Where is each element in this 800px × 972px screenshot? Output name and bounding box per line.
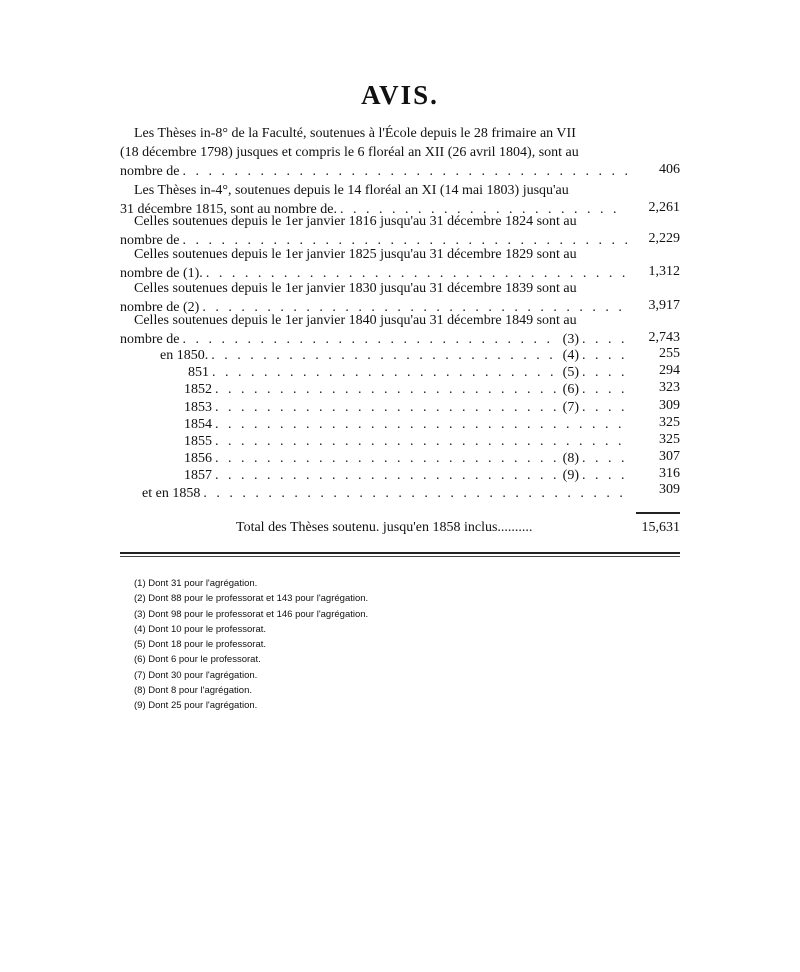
- count-value: 325: [659, 432, 680, 447]
- count-value: 3,917: [648, 298, 680, 313]
- year-row: [184, 380, 630, 399]
- dot-leader: [582, 466, 630, 485]
- leader-label: nombre de (1).: [120, 266, 203, 281]
- sum-rule: [636, 512, 680, 514]
- count-value: 323: [659, 380, 680, 395]
- paragraph-line: Celles soutenues depuis le 1er janvier 1840 jusqu'au 31 décembre 1849 sont au: [134, 313, 577, 328]
- page-title: AVIS.: [361, 80, 439, 110]
- footnote: (4) Dont 10 pour le professorat.: [134, 623, 267, 635]
- dot-leader: [182, 162, 627, 181]
- total-value: 15,631: [641, 520, 680, 535]
- paragraph-4: [120, 245, 630, 283]
- footnotes: [134, 576, 368, 714]
- year-label: 851: [188, 365, 209, 380]
- count-value: 309: [659, 482, 680, 497]
- footnote-ref: (7): [562, 400, 579, 415]
- year-label: 1857: [184, 468, 212, 483]
- count-value: 307: [659, 449, 680, 464]
- footnote: (8) Dont 8 pour l'agrégation.: [134, 685, 252, 697]
- count-value: 406: [659, 162, 680, 177]
- footnote: (1) Dont 31 pour l'agrégation.: [134, 578, 258, 589]
- dot-leader: [215, 380, 560, 399]
- footnote-ref: (3): [562, 332, 579, 347]
- dot-leader: [582, 380, 630, 399]
- footnote-ref: (8): [562, 451, 579, 466]
- leader-label: 31 décembre 1815, sont au nombre de.: [120, 202, 337, 217]
- count-value: 255: [659, 346, 680, 361]
- leader-label: nombre de: [120, 233, 180, 248]
- dot-leader: [215, 466, 560, 485]
- footnote-ref: (4): [562, 348, 579, 363]
- paragraph-6: [120, 311, 630, 349]
- paragraph-1: [120, 124, 630, 181]
- year-label: en 1850.: [160, 348, 209, 363]
- footnote: (6) Dont 6 pour le professorat.: [134, 654, 261, 666]
- paragraph-line: Celles soutenues depuis le 1er janvier 1816 jusqu'au 31 décembre 1824 sont au: [134, 214, 577, 229]
- paragraph-line: (18 décembre 1798) jusques et compris le 6 floréal an XII (26 avril 1804), sont au: [120, 145, 579, 160]
- leader-label: nombre de (2): [120, 300, 200, 315]
- year-row: [142, 484, 630, 503]
- footnote: (7) Dont 30 pour l'agrégation.: [134, 669, 258, 681]
- paragraph-line: Celles soutenues depuis le 1er janvier 1830 jusqu'au 31 décembre 1839 sont au: [134, 281, 577, 296]
- leader-line: [120, 162, 630, 181]
- paragraph-line: Les Thèses in-4°, soutenues depuis le 14 floréal an XI (14 mai 1803) jusqu'au: [134, 183, 569, 198]
- footnote: (5) Dont 18 pour le professorat.: [134, 639, 267, 651]
- footnote: (2) Dont 88 pour le professorat et 143 pour l'agrégation.: [134, 593, 369, 605]
- year-label: 1854: [184, 417, 212, 432]
- footnote-ref: (9): [562, 468, 579, 483]
- leader-label: nombre de: [120, 332, 180, 347]
- paragraph-line: Celles soutenues depuis le 1er janvier 1825 jusqu'au 31 décembre 1829 sont au: [134, 247, 577, 262]
- divider: [120, 552, 680, 554]
- footnote: (3) Dont 98 pour le professorat et 146 pour l'agrégation.: [134, 608, 369, 620]
- count-value: 1,312: [648, 264, 680, 279]
- year-label: 1855: [184, 434, 212, 449]
- total-label: Total des Thèses soutenu. jusqu'en 1858 inclus..........: [236, 520, 533, 535]
- footnote-ref: (6): [562, 382, 579, 397]
- year-label: 1856: [184, 451, 212, 466]
- year-label: et en 1858: [142, 486, 201, 501]
- divider: [120, 556, 680, 557]
- year-label: 1853: [184, 400, 212, 415]
- count-value: 309: [659, 398, 680, 413]
- dot-leader: [203, 484, 627, 503]
- year-label: 1852: [184, 382, 212, 397]
- count-value: 2,743: [648, 330, 680, 345]
- year-row: [184, 466, 630, 485]
- count-value: 2,261: [648, 200, 680, 215]
- footnote: (9) Dont 25 pour l'agrégation.: [134, 700, 258, 712]
- count-value: 316: [659, 466, 680, 481]
- paragraph-line: Les Thèses in-8° de la Faculté, soutenues à l'École depuis le 28 frimaire an VII: [134, 126, 576, 141]
- count-value: 2,229: [648, 231, 680, 246]
- leader-label: nombre de: [120, 164, 180, 179]
- count-value: 325: [659, 415, 680, 430]
- footnote-ref: (5): [562, 365, 579, 380]
- count-value: 294: [659, 363, 680, 378]
